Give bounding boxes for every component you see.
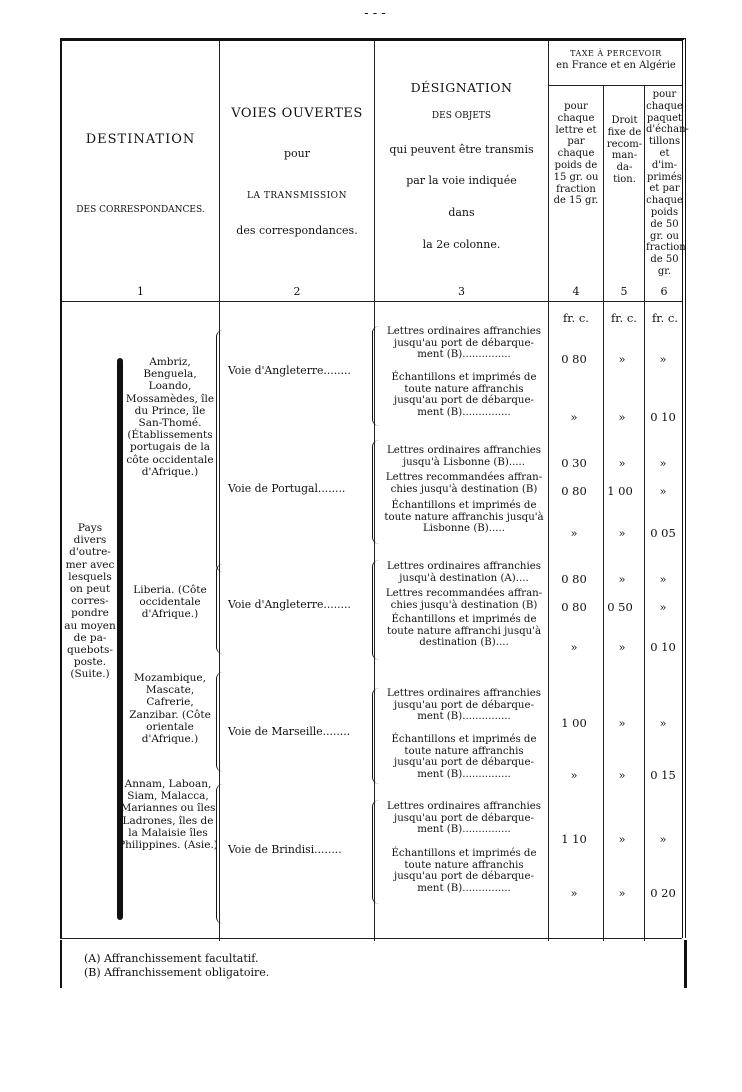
v4-3-2: »: [570, 768, 578, 782]
voie-angleterre-2: Voie d'Angleterre........: [228, 598, 351, 611]
v6-2-3: 0 10: [650, 640, 676, 654]
item-1-1: Lettres ordinaires affranchies jusqu'au port de débarque- ment (B)...............: [387, 326, 541, 361]
item-1-2: Échantillons et imprimés de toute nature affranchis jusqu'au port de débarque- ment (B)...............: [391, 372, 537, 418]
v6-4-2: 0 20: [650, 886, 676, 900]
v6-4-1: »: [659, 832, 667, 846]
item-4-2: Échantillons et imprimés de toute nature affranchis jusqu'au port de débarque- ment (B)...............: [391, 848, 537, 894]
v6-3-1: »: [659, 716, 667, 730]
voie-angleterre-1: Voie d'Angleterre........: [228, 364, 351, 377]
v5-1-5: »: [618, 526, 626, 540]
v4-3-1: 1 00: [561, 716, 587, 730]
col4-number: 4: [572, 285, 580, 298]
col6-number: 6: [660, 285, 668, 298]
v4-2-1: 0 80: [561, 572, 587, 586]
unit-col6: fr. c.: [652, 311, 678, 325]
col2-line4: des correspondances.: [236, 223, 358, 237]
v5-2-2: 0 50: [607, 600, 633, 614]
v5-1-1: »: [618, 352, 626, 366]
v6-1-4: »: [659, 484, 667, 498]
v6-3-2: 0 15: [650, 768, 676, 782]
v6-2-2: »: [659, 600, 667, 614]
taxe-line1: TAXE À PERCEVOIR: [570, 49, 662, 58]
col1-subtitle: DES CORRESPONDANCES.: [76, 205, 205, 215]
v6-1-1: »: [659, 352, 667, 366]
col4-header: pour chaque lettre et par chaque poids de 15 gr. ou fraction de 15 gr.: [553, 101, 599, 207]
v4-1-3: 0 30: [561, 456, 587, 470]
col3-line2: DES OBJETS: [431, 111, 492, 122]
table-bottom-rule: [60, 938, 682, 939]
unit-col4: fr. c.: [563, 311, 589, 325]
col5-number: 5: [620, 285, 628, 298]
v4-2-3: »: [570, 640, 578, 654]
item-2-1: Lettres ordinaires affranchies jusqu'à destination (A)....: [387, 561, 541, 584]
col3-line3: qui peuvent être transmis: [389, 142, 534, 156]
col2-number: 2: [293, 285, 301, 298]
frame-left-extension: [60, 940, 62, 988]
destination-group-4: Annam, Laboan, Siam, Malacca, Mariannes ou îles Ladrones, îles de la Malaisie îles Philippines. (Asie.): [118, 778, 218, 852]
col3-line6: la 2e colonne.: [422, 237, 501, 251]
v5-4-2: »: [618, 886, 626, 900]
frame-right-extension: [684, 940, 687, 988]
v5-1-4: 1 00: [607, 484, 633, 498]
v4-1-2: »: [570, 410, 578, 424]
rule-col4: [603, 85, 604, 941]
footnote-a: (A) Affranchissement facultatif.: [84, 952, 259, 965]
v5-2-1: »: [618, 572, 626, 586]
v6-1-5: 0 05: [650, 526, 676, 540]
pays-divers: Pays divers d'outre- mer avec lesquels on peut corres- pondre au moyen de pa- quebots- poste. (Suite.): [64, 522, 116, 681]
col3-number: 3: [458, 285, 465, 298]
item-3-2: Échantillons et imprimés de toute nature affranchis jusqu'au port de débarque- ment (B)...............: [391, 734, 537, 780]
col5-header: Droit fixe de recom- man- da- tion.: [606, 115, 643, 185]
taxe-line2: en France et en Algérie: [556, 60, 676, 72]
voie-marseille: Voie de Marseille........: [228, 725, 351, 738]
footnote-b: (B) Affranchissement obligatoire.: [84, 966, 270, 979]
item-2-2: Lettres recommandées affran- chies jusqu'à destination (B): [385, 588, 543, 611]
v5-2-3: »: [618, 640, 626, 654]
v4-1-4: 0 80: [561, 484, 587, 498]
v6-1-3: »: [659, 456, 667, 470]
item-1-3: Lettres ordinaires affranchies jusqu'à Lisbonne (B).....: [387, 445, 541, 468]
rule-col5: [644, 85, 645, 941]
item-2-3: Échantillons et imprimés de toute nature affranchi jusqu'à destination (B)....: [386, 614, 542, 649]
rule-taxe: [548, 85, 682, 86]
v5-1-2: »: [618, 410, 626, 424]
v5-1-3: »: [618, 456, 626, 470]
v6-2-1: »: [659, 572, 667, 586]
col2-line1: VOIES OUVERTES: [231, 106, 363, 121]
v6-1-2: 0 10: [650, 410, 676, 424]
rule-col3: [548, 41, 549, 941]
page-number: - - -: [364, 6, 386, 21]
col3-line4: par la voie indiquée: [406, 174, 517, 188]
destination-group-2: Liberia. (Côte occidentale d'Afrique.): [133, 584, 207, 621]
col2-line2: pour: [283, 146, 310, 160]
col3-line5: dans: [448, 206, 475, 219]
item-3-1: Lettres ordinaires affranchies jusqu'au port de débarque- ment (B)...............: [387, 688, 541, 723]
v5-4-1: »: [618, 832, 626, 846]
v4-2-2: 0 80: [561, 600, 587, 614]
item-4-1: Lettres ordinaires affranchies jusqu'au port de débarque- ment (B)...............: [387, 801, 541, 836]
v5-3-2: »: [618, 768, 626, 782]
v4-4-1: 1 10: [561, 832, 587, 846]
v4-1-5: »: [570, 526, 578, 540]
destination-group-3: Mozambique, Mascate, Cafrerie, Zanzibar. (Côte orientale d'Afrique.): [129, 672, 211, 746]
v4-1-1: 0 80: [561, 352, 587, 366]
col1-number: 1: [137, 285, 144, 298]
destination-group-1: Ambriz, Benguela, Loando, Mossamèdes, île du Prince, île San-Thomé. (Établissements portugais de la côte occidentale d'Afrique.): [125, 356, 215, 478]
voie-brindisi: Voie de Brindisi........: [228, 843, 342, 856]
item-1-4: Lettres recommandées affran- chies jusqu'à destination (B): [385, 472, 543, 495]
rule-header-bottom: [62, 301, 682, 302]
col1-title: DESTINATION: [85, 132, 196, 147]
col6-header: pour chaque paquet d'échan- tillons et d'im- primés et par chaque poids de 50 gr. ou fraction de 50 gr.: [646, 89, 689, 277]
item-1-5: Échantillons et imprimés de toute nature affranchis jusqu'à Lisbonne (B).....: [384, 500, 544, 535]
col2-line3: LA TRANSMISSION: [247, 190, 347, 201]
voie-portugal: Voie de Portugal........: [228, 482, 346, 495]
unit-col5: fr. c.: [611, 311, 637, 325]
col3-line1: DÉSIGNATION: [410, 80, 513, 95]
v4-4-2: »: [570, 886, 578, 900]
v5-3-1: »: [618, 716, 626, 730]
